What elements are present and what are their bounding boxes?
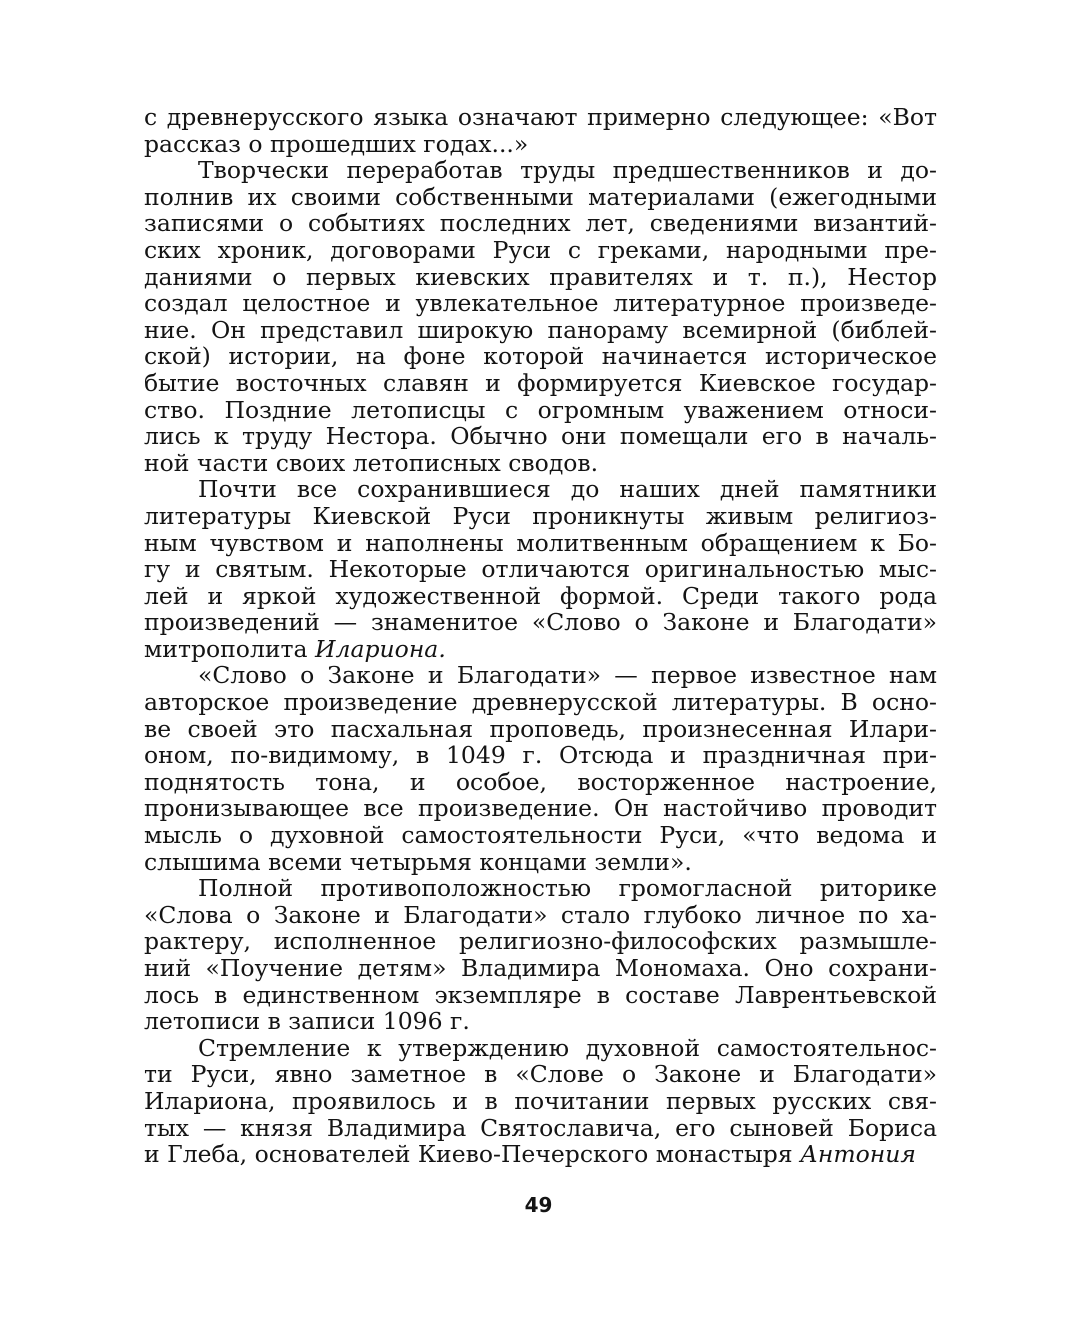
- text-paragraph: [144, 157, 937, 476]
- text-line: Полной противоположностью громогласной риторике: [198, 874, 937, 903]
- text-paragraph: [144, 1035, 937, 1168]
- text-line: даниями о первых киевских правителях и т. п.), Нестор: [144, 262, 937, 291]
- text-line: литературы Киевской Руси проникнуты живым религиоз-: [144, 501, 937, 530]
- text-line: ным чувством и наполнены молитвенным обращением к Бо-: [144, 528, 937, 557]
- text-paragraph: [144, 662, 937, 875]
- text-line: пронизывающее все произведение. Он настойчиво проводит: [144, 794, 937, 823]
- italic-name: Антония: [800, 1140, 916, 1169]
- text-line: летописи в записи 1096 г.: [144, 1007, 470, 1036]
- text-paragraph: [144, 476, 937, 662]
- text-line: лись к труду Нестора. Обычно они помещали его в началь-: [144, 422, 937, 451]
- text-line: бытие восточных славян и формируется Киевское государ-: [144, 368, 937, 397]
- text-line: записями о событиях последних лет, сведениями византий-: [144, 209, 937, 238]
- text-line: тых — князя Владимира Святославича, его сыновей Бориса: [144, 1113, 937, 1142]
- text-line: с древнерусского языка означают примерно следующее: «Вот: [144, 103, 937, 131]
- text-line: слышима всеми четырьмя концами земли».: [144, 847, 692, 876]
- text-line: ной части своих летописных сводов.: [144, 448, 599, 477]
- text-line: рассказ о прошедших годах...»: [144, 129, 529, 158]
- text-line: произведений — знаменитое «Слово о Законе и Благодати»: [144, 608, 937, 637]
- italic-name: Илариона.: [315, 634, 446, 663]
- text-line: ской) истории, на фоне которой начинается историческое: [144, 342, 937, 371]
- text-line: Стремление к утверждению духовной самостоятельнос-: [198, 1033, 937, 1062]
- text-line: поднятость тона, и особое, восторженное настроение,: [144, 767, 937, 796]
- document-page: [144, 104, 937, 1168]
- text-line: Почти все сохранившиеся до наших дней памятники: [198, 475, 937, 504]
- text-line: авторское произведение древнерусской литературы. В осно-: [144, 688, 937, 717]
- text-line: ве своей это пасхальная проповедь, произнесенная Илари-: [144, 714, 937, 743]
- text-line: лей и яркой художественной формой. Среди такого рода: [144, 581, 937, 610]
- text-line: «Слова о Законе и Благодати» стало глубоко личное по ха-: [144, 900, 937, 929]
- text-line: митрополита Илариона.: [144, 634, 446, 663]
- text-line: рактеру, исполненное религиозно-философских размышле-: [144, 927, 937, 956]
- text-line: ти Руси, явно заметное в «Слове о Законе и Благодати»: [144, 1060, 937, 1089]
- page-number: 49: [524, 1193, 553, 1217]
- text-line: лось в единственном экземпляре в составе Лаврентьевской: [144, 980, 937, 1009]
- text-line: мысль о духовной самостоятельности Руси, «что ведома и: [144, 821, 937, 850]
- text-line: полнив их своими собственными материалами (ежегодными: [144, 182, 937, 211]
- text-line: «Слово о Законе и Благодати» — первое известное нам: [198, 661, 937, 690]
- text-line: оном, по-видимому, в 1049 г. Отсюда и праздничная при-: [144, 741, 937, 770]
- text-line: ских хроник, договорами Руси с греками, народными пре-: [144, 235, 937, 264]
- text-paragraph: [144, 104, 937, 157]
- text-paragraph: [144, 875, 937, 1035]
- text-line: и Глеба, основателей Киево-Печерского монастыря Антония: [144, 1140, 916, 1169]
- text-line: ний «Поучение детям» Владимира Мономаха. Оно сохрани-: [144, 954, 937, 982]
- text-line: создал целостное и увлекательное литературное произведе-: [144, 289, 937, 318]
- text-line: ние. Он представил широкую панораму всемирной (библей-: [144, 315, 937, 344]
- text-line: гу и святым. Некоторые отличаются оригинальностью мыс-: [144, 555, 937, 584]
- text-line: Творчески переработав труды предшественников и до-: [198, 156, 937, 185]
- text-line: ство. Поздние летописцы с огромным уважением относи-: [144, 395, 937, 424]
- text-line: Илариона, проявилось и в почитании первых русских свя-: [144, 1086, 937, 1115]
